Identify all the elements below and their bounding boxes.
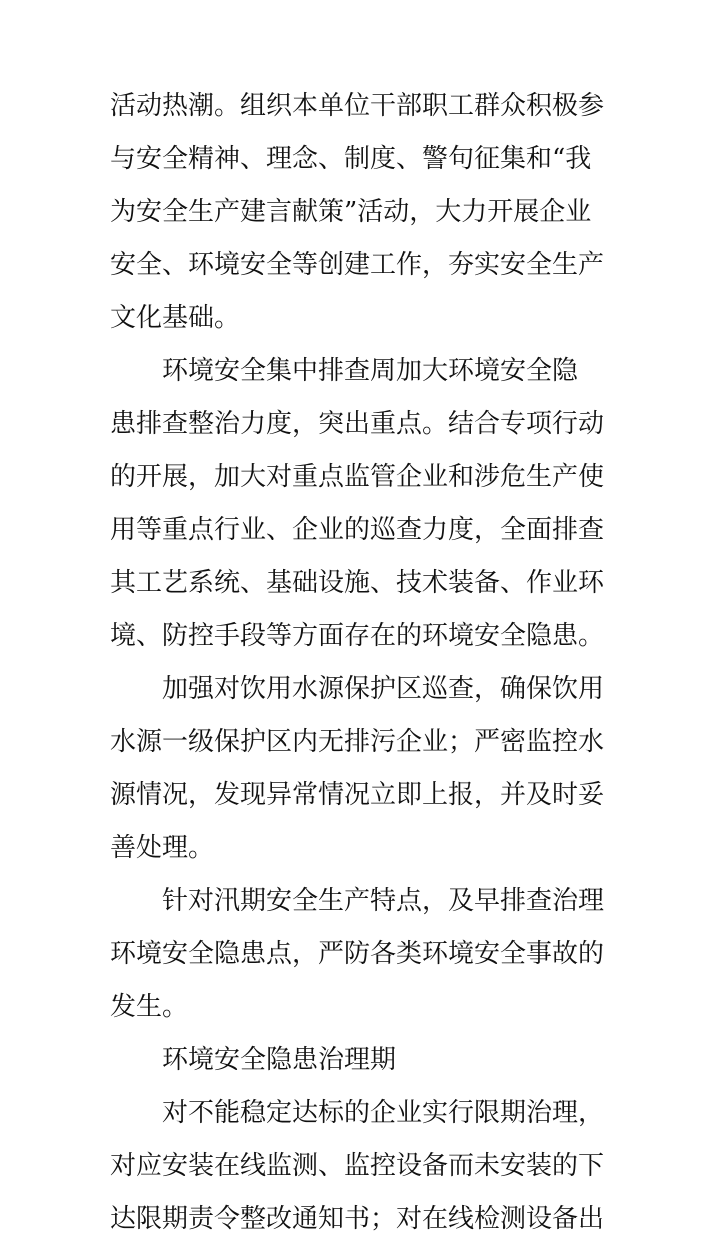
text-line: 为安全生产建言献策”活动，大力开展企业	[110, 197, 592, 227]
paragraph-first-line: 加强对饮用水源保护区巡查，确保饮用	[162, 674, 605, 704]
text-line: 的开展，加大对重点监管企业和涉危生产使	[110, 462, 605, 492]
text-line: 文化基础。	[110, 303, 241, 333]
section-heading: 环境安全隐患治理期	[162, 1045, 397, 1075]
text-line: 水源一级保护区内无排污企业；严密监控水	[110, 727, 605, 757]
text-line: 源情况，发现异常情况立即上报，并及时妥	[110, 780, 605, 810]
paragraph-first-line: 针对汛期安全生产特点，及早排查治理	[162, 886, 605, 916]
text-line: 达限期责令整改通知书；对在线检测设备出	[110, 1204, 605, 1234]
text-line: 发生。	[110, 992, 189, 1022]
text-line: 与安全精神、理念、制度、警句征集和“我	[110, 144, 592, 174]
text-line: 境、防控手段等方面存在的环境安全隐患。	[110, 621, 605, 651]
text-line: 善处理。	[110, 833, 215, 863]
text-line: 其工艺系统、基础设施、技术装备、作业环	[110, 568, 605, 598]
paragraph-first-line: 环境安全集中排查周加大环境安全隐	[162, 356, 579, 386]
text-line: 用等重点行业、企业的巡查力度，全面排查	[110, 515, 605, 545]
document-body	[110, 80, 630, 1246]
text-line: 活动热潮。组织本单位干部职工群众积极参	[110, 91, 605, 121]
text-line: 患排查整治力度，突出重点。结合专项行动	[110, 409, 605, 439]
paragraph-first-line: 对不能稳定达标的企业实行限期治理，	[162, 1098, 605, 1128]
text-line: 对应安装在线监测、监控设备而未安装的下	[110, 1151, 605, 1181]
text-line: 环境安全隐患点，严防各类环境安全事故的	[110, 939, 605, 969]
text-line: 安全、环境安全等创建工作，夯实安全生产	[110, 250, 605, 280]
